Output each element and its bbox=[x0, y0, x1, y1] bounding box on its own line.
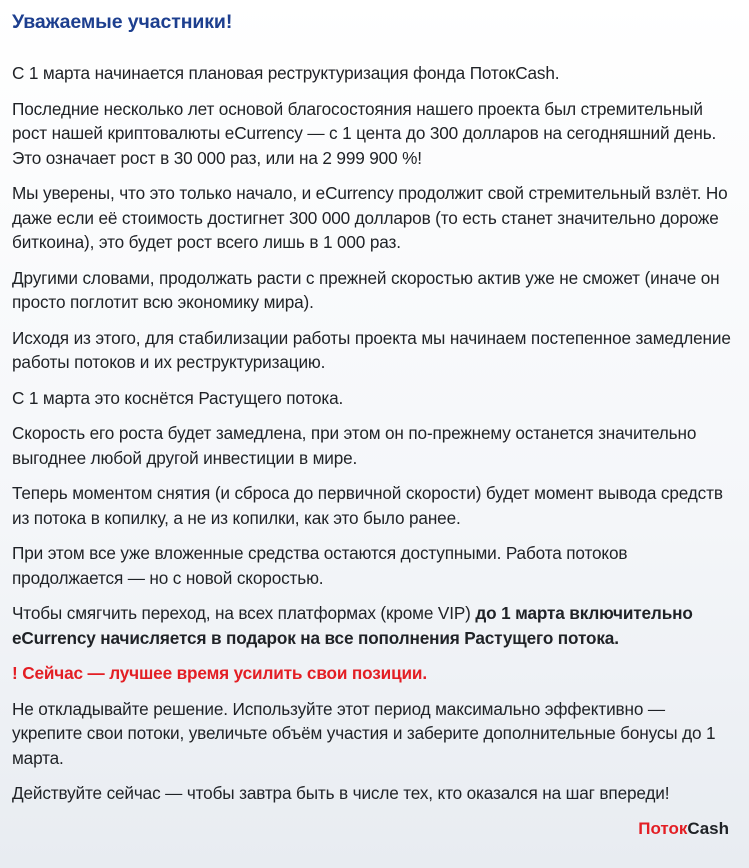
paragraph-funds: При этом все уже вложенные средства остаются доступными. Работа потоков продолжается — но с новой скоростью. bbox=[12, 543, 628, 588]
bonus-highlight: до 1 марта включительно eCurrency начисляется в подарок на все пополнения Растущего потока. bbox=[12, 603, 693, 648]
paragraph-limit: Другими словами, продолжать расти с прежней скоростью актив уже не сможет (иначе он просто поглотит всю экономику мира). bbox=[12, 267, 720, 312]
paragraph-final: Действуйте сейчас — чтобы завтра быть в числе тех, кто оказался на шаг впереди! bbox=[12, 783, 670, 803]
paragraph-growing-flow: С 1 марта это коснётся Растущего потока. bbox=[12, 387, 344, 408]
alert-message: ! Сейчас — лучшее время усилить свои позиции. bbox=[12, 663, 427, 683]
signature-part-red: Поток bbox=[638, 819, 688, 838]
signature-logo bbox=[638, 818, 729, 840]
paragraph-bonus bbox=[12, 601, 735, 650]
paragraph-intro: С 1 марта начинается плановая реструктуризация фонда ПотокCash. bbox=[12, 63, 560, 83]
paragraph-future: Мы уверены, что это только начало, и eCurrency продолжит свой стремительный взлёт. Но даже если её стоимость достигнет 300 000 долларов (то есть станет значительно дороже биткоина), это будет рост всего лишь в 1 000 раз. bbox=[12, 183, 728, 252]
paragraph-growth: Последние несколько лет основой благосостояния нашего проекта был стремительный рост нашей криптовалюты eCurrency — с 1 цента до 300 долларов на сегодняшний день. Это означает рост в 30 000 раз, или на 2 999 900 %! bbox=[12, 98, 717, 168]
bonus-text: Чтобы смягчить переход, на всех платформах (кроме VIP) bbox=[12, 603, 476, 623]
paragraph-call-to-action: Не откладывайте решение. Используйте этот период максимально эффективно — укрепите свои потоки, увеличьте объём участия и заберите дополнительные бонусы до 1 марта. bbox=[12, 698, 716, 768]
paragraph-withdrawal: Теперь моментом снятия (и сброса до первичной скорости) будет момент вывода средств из потока в копилку, а не из копилки, как это было ранее. bbox=[12, 483, 723, 528]
page-title: Уважаемые участники! bbox=[12, 11, 233, 33]
signature-part-dark: Cash bbox=[687, 819, 729, 838]
paragraph-speed: Скорость его роста будет замедлена, при этом он по-прежнему останется значительно выгоднее любой другой инвестиции в мире. bbox=[12, 423, 697, 468]
paragraph-slowdown: Исходя из этого, для стабилизации работы проекта мы начинаем постепенное замедление работы потоков и их реструктуризацию. bbox=[12, 327, 731, 372]
